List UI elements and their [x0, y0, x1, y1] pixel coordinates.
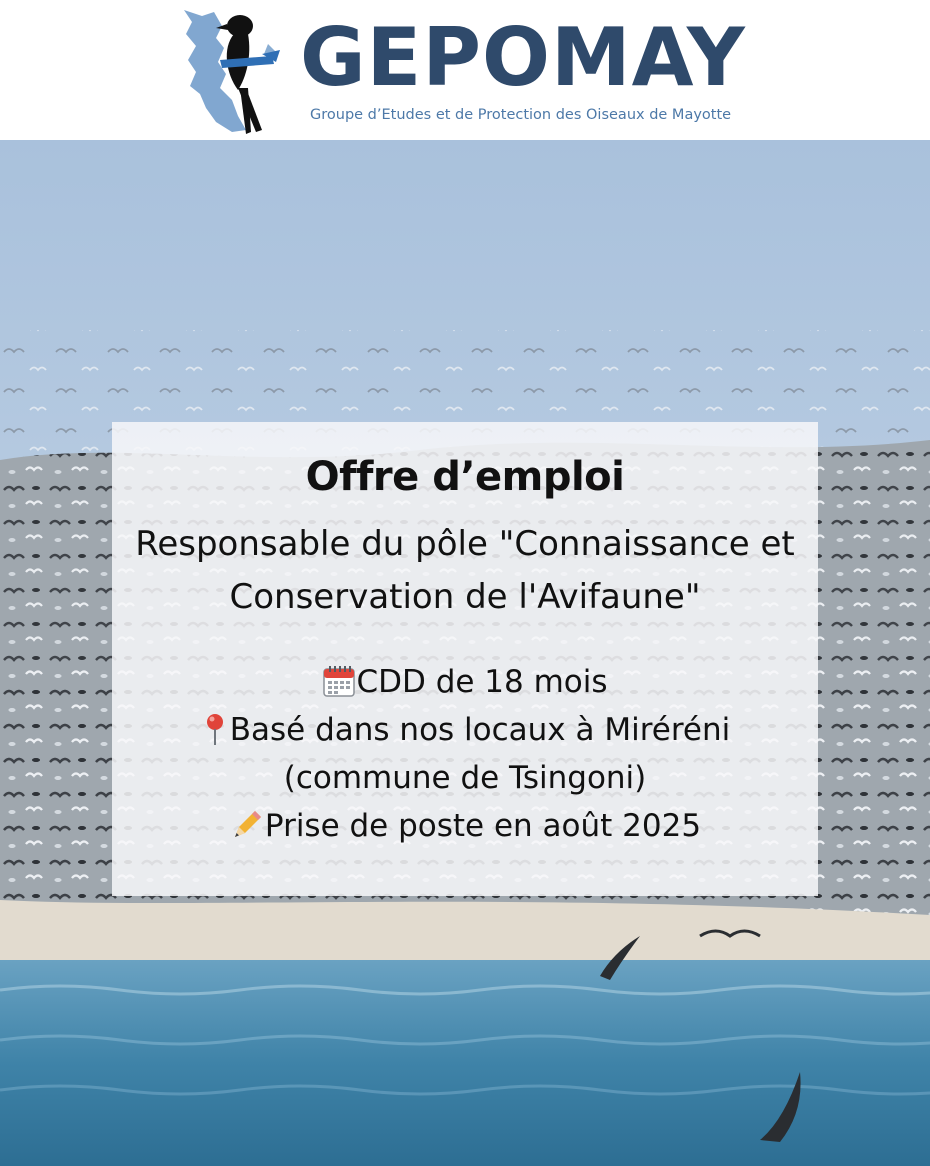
start-date-text: Prise de poste en août 2025 [264, 808, 702, 844]
contract-text: CDD de 18 mois [356, 664, 608, 700]
brand-tagline: Groupe d’Etudes et de Protection des Oiseaux de Mayotte [310, 107, 732, 123]
gepomay-logo-icon [176, 4, 296, 136]
card-title: Offre d’emploi [305, 454, 625, 500]
pencil-icon [229, 807, 265, 843]
location-detail [112, 706, 818, 754]
job-position-line-1: Responsable du pôle "Connaissance et [135, 524, 795, 564]
header [0, 0, 930, 140]
pin-icon [200, 711, 230, 747]
job-position-line-2: Conservation de l'Avifaune" [229, 577, 701, 617]
job-offer-card [112, 422, 818, 896]
start-date-detail [112, 802, 818, 850]
commune-detail: (commune de Tsingoni) [283, 760, 647, 796]
calendar-icon [322, 664, 356, 698]
job-details [112, 658, 818, 850]
contract-detail [112, 658, 818, 706]
brand-name: GEPOMAY [300, 11, 746, 104]
location-text: Basé dans nos locaux à Miréréni [229, 712, 731, 748]
job-position-title [112, 518, 818, 624]
